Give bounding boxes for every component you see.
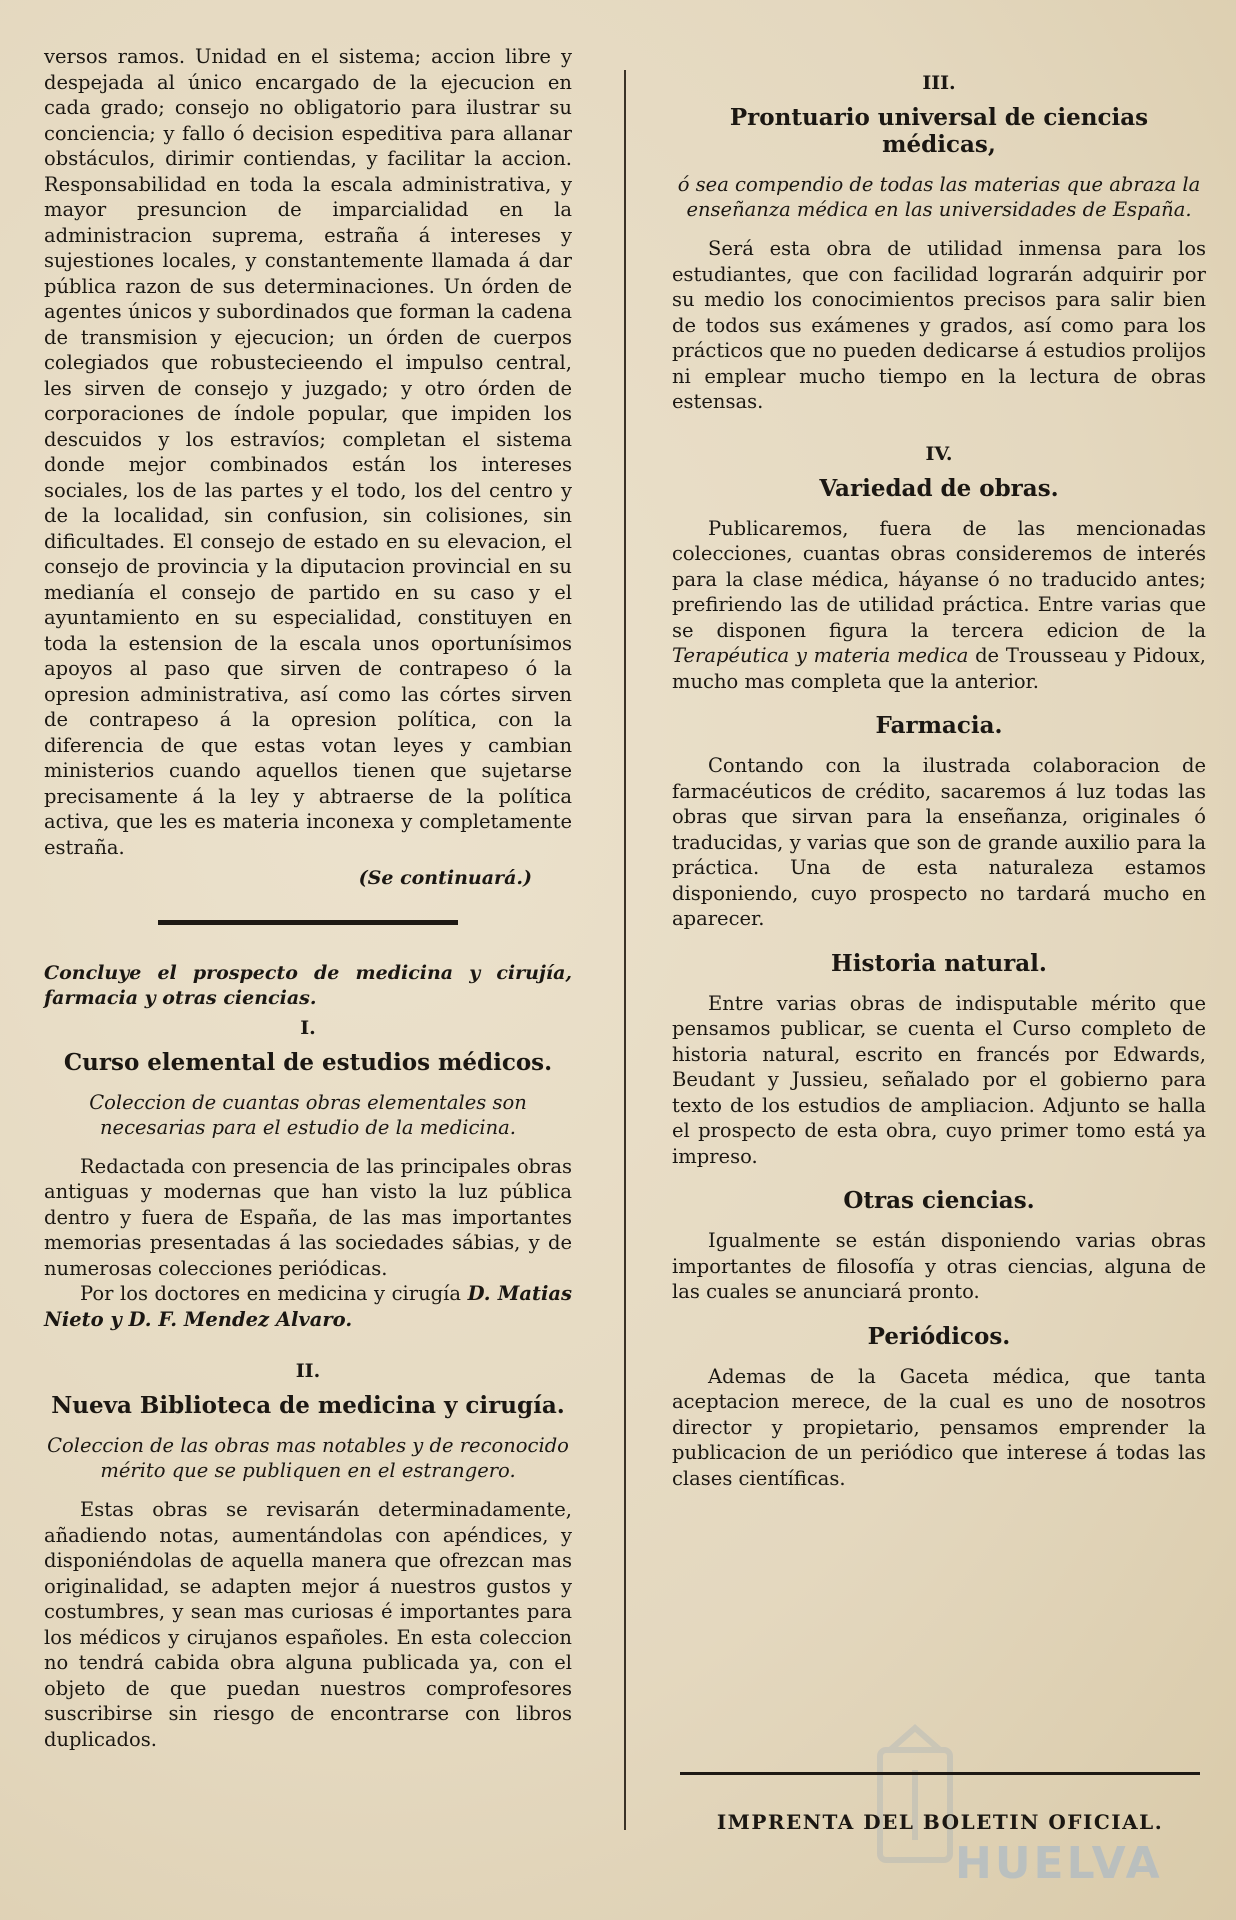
section-4-body-text: Publicaremos, fuera de las mencionadas colecciones, cuantas obras consideremos de interés para la clase médica, háyanse ó no traducido antes; prefiriendo las de utilidad práctica. Entre varias que se disponen figura la tercera edicion de la (672, 516, 1206, 642)
periodicos-title: Periódicos. (867, 1322, 1011, 1350)
right-column (672, 44, 1206, 1491)
section-4-title: Variedad de obras. (819, 474, 1059, 502)
section-3-title: Prontuario universal de ciencias médicas, (729, 104, 1149, 158)
section-3-number: III. (922, 72, 956, 94)
section-4-body-tail: de Trousseau y Pidoux, mucho mas completa que la anterior. (672, 644, 1206, 693)
section-2-number: II. (295, 1360, 321, 1382)
section-4-number: IV. (925, 442, 953, 465)
section-4-body (672, 516, 1206, 695)
section-4-book-title: Terapéutica y materia medica (672, 644, 969, 667)
printer-imprint: IMPRENTA DEL BOLETIN OFICIAL. (716, 1810, 1164, 1834)
periodicos-body: Ademas de la Gaceta médica, que tanta aceptacion merece, de la cual es uno de nosotros director y propietario, pensamos emprender la publicacion de un periódico que interese á todas las clases científicas. (672, 1364, 1206, 1490)
section-3-body: Será esta obra de utilidad inmensa para los estudiantes, que con facilidad lograrán adquirir por su medio los conocimientos precisos para salir bien de todos sus exámenes y grados, así como para los prácticos que no pueden dedicarse á estudios prolijos ni emplear mucho tiempo en la lectura de obras estensas. (672, 237, 1206, 413)
byline-prefix: Por los doctores en medicina y cirugía (80, 1282, 461, 1305)
byline-authors: D. Matias Nieto y D. F. Mendez Alvaro. (44, 1282, 572, 1331)
archive-watermark-text: HUELVA (955, 1838, 1163, 1889)
prospectus-intro: Concluye el prospecto de medicina y cirujía, farmacia y otras ciencias. (44, 961, 572, 1009)
otras-ciencias-title: Otras ciencias. (843, 1187, 1035, 1214)
section-1-title: Curso elemental de estudios médicos. (63, 1048, 553, 1076)
section-1-number: I. (300, 1016, 316, 1039)
section-3-subtitle: ó sea compendio de todas las materias que abraza la enseñanza médica en las universidades de España. (677, 173, 1201, 221)
otras-ciencias-body: Igualmente se están disponiendo varias obras importantes de filosofía y otras ciencias, alguna de las cuales se anunciará pronto. (672, 1229, 1206, 1303)
section-2-body: Estas obras se revisarán determinadamente, añadiendo notas, aumentándolas con apéndices, y disponiéndolas de aquella manera que ofrezcan mas originalidad, se adapten mejor á nuestros gustos y costumbres, y sean mas curiosas é importantes para los médicos y cirujanos españoles. En esta coleccion no tendrá cabida obra alguna publicada ya, con el objeto de que puedan nuestros comprofesores suscribirse sin riesgo de encontrarse con libros duplicados. (44, 1498, 572, 1751)
continuation-note: (Se continuará.) (358, 867, 532, 889)
section-2-subtitle: Coleccion de las obras mas notables y de reconocido mérito que se publiquen en el estrangero. (47, 1434, 569, 1482)
section-1-byline (44, 1281, 572, 1332)
opening-paragraph: versos ramos. Unidad en el sistema; accion libre y despejada al único encargado de la ejecucion en cada grado; consejo no obligatorio para ilustrar su conciencia; y fallo ó decision espeditiva para allanar obstáculos, dirimir contiendas, y facilitar la accion. Responsabilidad en toda la escala administrativa, y mayor presuncion de imparcialidad en la administracion suprema, estraña á intereses y sujestiones locales, y constantemente llamada á dar pública razon de sus determinaciones. Un órden de agentes únicos y subordinados que forman la cadena de transmision y ejecucion; un órden de cuerpos colegiados que robustecieendo el impulso central, les sirven de consejo y juzgado; y otro órden de corporaciones de índole popular, que impiden los descuidos y los estravíos; completan el sistema donde mejor combinados están los intereses sociales, los de las partes y el todo, los del centro y de la localidad, sin confusion, sin colisiones, sin dificultades. El consejo de estado en su elevacion, el consejo de provincia y la diputacion provincial en su medianía el consejo de partido en su caso y el ayuntamiento en su especialidad, constituyen en toda la estension de la escala unos oportunísimos apoyos al paso que sirven de contrapeso ó la opresion administrativa, así como las córtes sirven de contrapeso á la opresion política, con la diferencia de que estas votan leyes y cambian ministerios cuando aquellos tienen que sujetarse precisamente á la ley y abtraerse de la política activa, que les es materia inconexa y completamente estraña. (44, 45, 572, 859)
historia-natural-title: Historia natural. (831, 949, 1047, 977)
section-1-subtitle: Coleccion de cuantas obras elementales son necesarias para el estudio de la medicina. (89, 1090, 527, 1139)
farmacia-title: Farmacia. (875, 712, 1003, 739)
section-2-title: Nueva Biblioteca de medicina y cirugía. (51, 1392, 565, 1419)
footer-rule (680, 1772, 1200, 1775)
farmacia-body: Contando con la ilustrada colaboracion de farmacéuticos de crédito, sacaremos á luz todas las obras que sirvan para la enseñanza, originales ó traducidas, y varias que son de grande auxilio para la práctica. Una de esta naturaleza estamos disponiendo, cuyo prospecto no tardará mucho en aparecer. (672, 754, 1206, 930)
section-rule (158, 920, 458, 925)
left-column (44, 44, 572, 1752)
column-divider (624, 70, 626, 1830)
historia-natural-body: Entre varias obras de indisputable mérito que pensamos publicar, se cuenta el Curso completo de historia natural, escrito en francés por Edwards, Beudant y Jussieu, señalado por el gobierno para texto de los estudios de ampliacion. Adjunto se halla el prospecto de esta obra, cuyo primer tomo está ya impreso. (672, 991, 1206, 1168)
section-1-body: Redactada con presencia de las principales obras antiguas y modernas que han visto la luz pública dentro y fuera de España, de las mas importantes memorias presentadas á las sociedades sábias, y de numerosas colecciones periódicas. (44, 1154, 572, 1280)
